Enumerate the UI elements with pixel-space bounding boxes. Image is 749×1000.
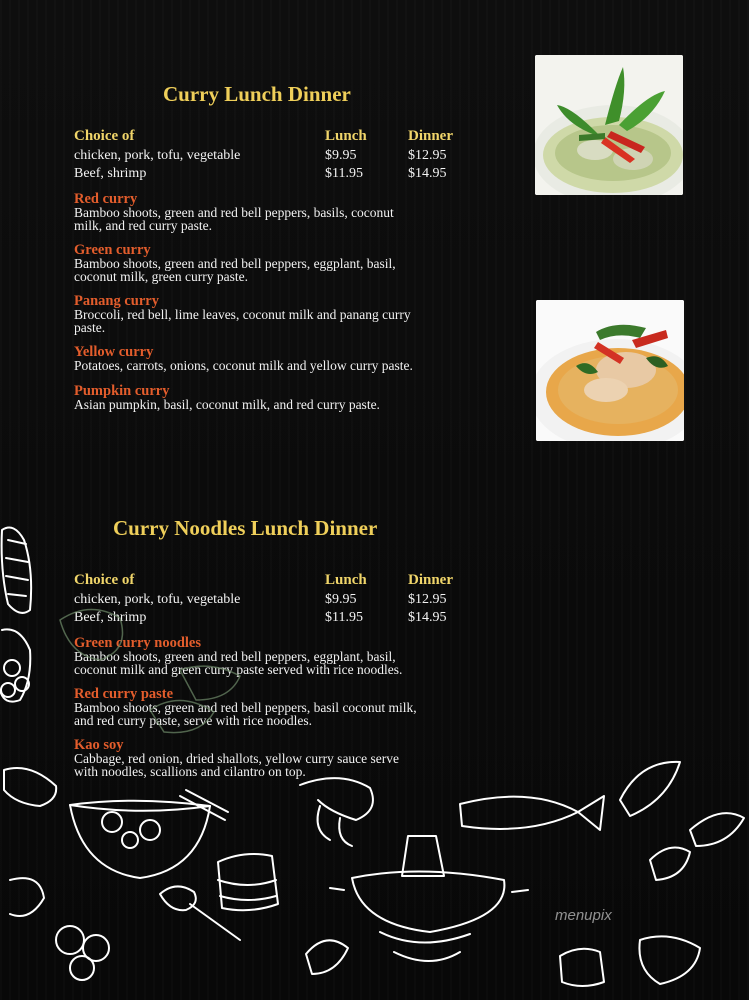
section1-row2-dinner-price: $14.95 (408, 166, 447, 181)
section1-row1-lunch-price: $9.95 (325, 148, 357, 163)
item-pumpkin-curry-name: Pumpkin curry (74, 383, 170, 399)
desc-line: Broccoli, red bell, lime leaves, coconut milk and panang curry (74, 307, 411, 322)
item-panang-curry-desc (74, 308, 494, 334)
section1-row2-lunch-price: $11.95 (325, 166, 363, 181)
desc-line: milk, and red curry paste. (74, 218, 212, 233)
section2-row1-dinner-price: $12.95 (408, 592, 447, 607)
section1-title: Curry Lunch Dinner (163, 82, 351, 106)
item-kao-soy-name: Kao soy (74, 737, 124, 753)
item-panang-curry-name: Panang curry (74, 293, 159, 309)
item-pumpkin-curry-desc (74, 398, 494, 411)
section1-row2-protein: Beef, shrimp (74, 166, 147, 181)
desc-line: Bamboo shoots, green and red bell peppers, eggplant, basil, (74, 256, 396, 271)
section2-row1-lunch-price: $9.95 (325, 592, 357, 607)
item-green-curry-noodles-name: Green curry noodles (74, 635, 201, 651)
item-yellow-curry-desc (74, 359, 494, 372)
food-illustration-border (0, 500, 749, 1000)
desc-line: Cabbage, red onion, dried shallots, yellow curry sauce serve (74, 751, 400, 766)
panang-curry-photo (536, 300, 684, 441)
section1-row1-dinner-price: $12.95 (408, 148, 447, 163)
desc-line: Bamboo shoots, green and red bell peppers, basils, coconut (74, 205, 394, 220)
section2-row1-protein: chicken, pork, tofu, vegetable (74, 592, 241, 607)
item-green-curry-desc (74, 257, 494, 283)
item-red-curry-paste-name: Red curry paste (74, 686, 174, 702)
section1-choice-header: Choice of (74, 128, 135, 144)
item-green-curry-name: Green curry (74, 242, 151, 258)
desc-line: Bamboo shoots, green and red bell peppers, eggplant, basil, (74, 649, 396, 664)
section1-lunch-header: Lunch (325, 128, 367, 144)
item-red-curry-desc (74, 206, 494, 232)
section2-row2-dinner-price: $14.95 (408, 610, 447, 625)
section2-row2-lunch-price: $11.95 (325, 610, 363, 625)
section1-row1-protein: chicken, pork, tofu, vegetable (74, 148, 241, 163)
section2-lunch-header: Lunch (325, 572, 367, 588)
green-curry-photo (535, 55, 683, 195)
item-red-curry-name: Red curry (74, 191, 138, 207)
item-yellow-curry-name: Yellow curry (74, 344, 154, 360)
desc-line: Potatoes, carrots, onions, coconut milk and yellow curry paste. (74, 358, 413, 373)
section2-title: Curry Noodles Lunch Dinner (113, 516, 378, 540)
desc-line: Asian pumpkin, basil, coconut milk, and red curry paste. (74, 397, 380, 412)
watermark: menupix (555, 907, 612, 924)
section2-row2-protein: Beef, shrimp (74, 610, 147, 625)
section2-choice-header: Choice of (74, 572, 135, 588)
desc-line: Bamboo shoots, green and red bell peppers, basil coconut milk, (74, 700, 417, 715)
desc-line: coconut milk, green curry paste. (74, 269, 248, 284)
desc-line: paste. (74, 320, 106, 335)
desc-line: with noodles, scallions and cilantro on top. (74, 764, 306, 779)
desc-line: coconut milk and green curry paste served with rice noodles. (74, 662, 403, 677)
section1-dinner-header: Dinner (408, 128, 453, 144)
desc-line: and red curry paste, serve with rice noodles. (74, 713, 313, 728)
section2-dinner-header: Dinner (408, 572, 453, 588)
